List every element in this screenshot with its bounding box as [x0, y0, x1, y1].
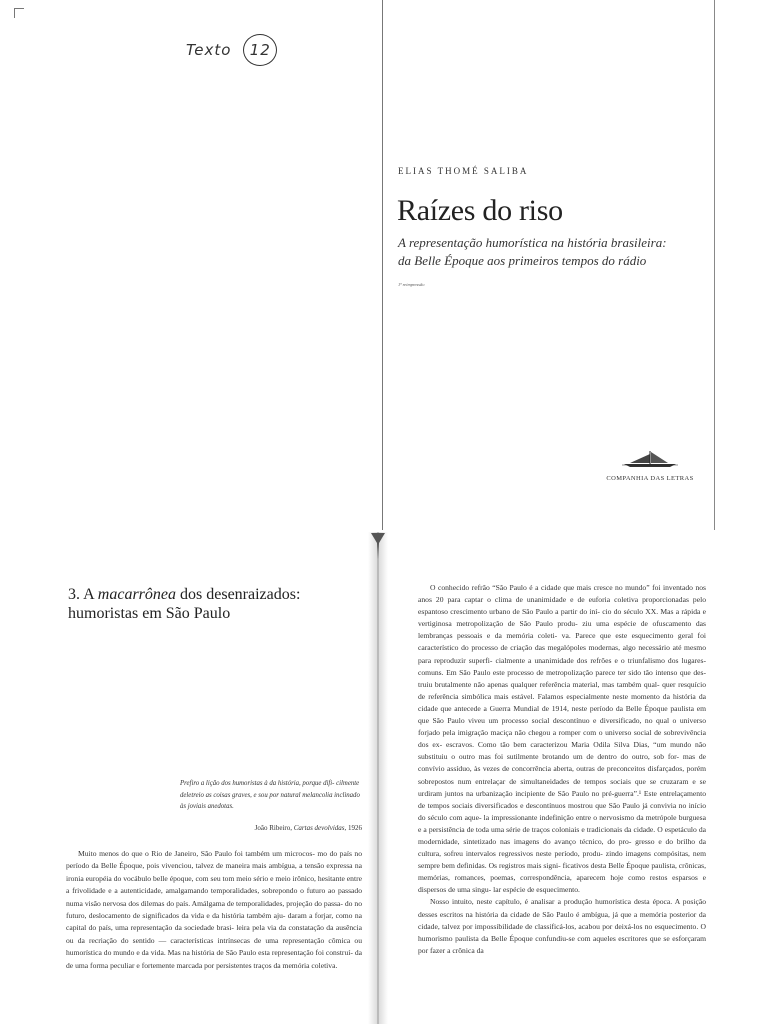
author-name: ELIAS THOMÉ SALIBA — [398, 166, 529, 176]
epigraph-source — [180, 824, 362, 832]
chapter-title — [68, 585, 348, 623]
chapter-title-pre: A — [83, 586, 94, 603]
right-body-paragraph-1: O conhecido refrão “São Paulo é a cidade que mais cresce no mundo” foi inventado nos anos 20 para captar o clima de unanimidade e de euforia coletiva proporcionadas pelo espantoso crescimento urbano de São Paulo a partir do iní- cio do século XX. Mas a rápida e vertiginosa metropolização de São Paulo produ- ziu uma espécie de ofuscamento das lembranças pessoais e da memória coleti- va. Parece que este esquecimento geral foi característico do processo de criação das megalópoles modernas, algo necessário até mesmo para reproduzir superfi- cialmente a unanimidade dos refrões e o triunfalismo dos lugares-comuns. Em São Paulo este processo de metropolização parece ter sido tão intenso que des- truiu brutalmente não apenas qualquer referência material, mas também qual- quer resquício de referência simbólica mais estável. Falamos especialmente neste momento da história da cidade que antecede a Guerra Mundial de 1914, neste período da Belle Époque paulista em que São Paulo viveu um processo social descontínuo e diversificado, no qual o universo forjado pela imigração maciça não chegou a romper com o universo social de sobrevivência dos ex- escravos. Como tão bem caracterizou Maria Odila Silva Dias, “um mundo não substituiu o outro mas foi sutilmente brotando um de dentro do outro, sob for- mas de convívio assíduo, às vezes de concorrência aberta, outras de preconceitos disfarçados, porém sobrepostos num entrelaçar de simultaneidades de tempos sociais que se cruzaram e se urdiram juntos na urbanização incipiente de São Paulo no pré-guerra”.¹ Este entrelaçamento de tempos sociais diversificados e descontínuos mostrou que São Paulo já convivia no início do século com aque- la impressionante indefinição entre o nervosismo da metrópole burguesa e a persistência de toda uma série de traços coloniais e tradicionais da cidade. O espetáculo da modernidade, sintetizado nas imagens do avanço técnico, do pro- gresso e do brilho da cultura, sofreu intervalos regressivos neste período, produ- zindo imagens compósitas, nem sempre bem definidas. Os registros mais signi- ficativos desta Belle Époque paulista, crônicas, memórias, romances, poemas, correspondência, aparecem hoje como restos esparsos e dispersos de uma singu- lar espécie de esquecimento. — [418, 583, 706, 895]
chapter-title-italic: macarrônea — [97, 586, 177, 603]
reprint-note: 1ª reimpressão — [398, 282, 425, 287]
book-title: Raízes do riso — [397, 194, 563, 227]
subtitle-line-2: da Belle Époque aos primeiros tempos do rádio — [398, 253, 647, 268]
handwritten-number: 12 — [243, 34, 277, 66]
handwritten-text: Texto — [186, 41, 232, 59]
right-body-paragraph-2: Nosso intuito, neste capítulo, é analisar a produção humorística desta época. A posição desses escritos na história da cidade de São Paulo é ambígua, já que a memória posterior da cidade, talvez por impossibilidade de classificá-los, acabou por deixá-los no esquecimento. O humorismo paulista da Belle Époque confundiu-se com aqueles escritores que se esforçaram por fazer a crônica da — [418, 897, 706, 955]
spine-clip-icon — [371, 533, 385, 559]
scan-edge-mark — [14, 8, 15, 18]
book-subtitle — [398, 234, 728, 270]
chapter-title-line-2: humoristas em São Paulo — [68, 605, 231, 622]
handwritten-note — [186, 34, 277, 66]
epigraph-text: Prefiro a lição dos humoristas à da história, porque difi- cilmente deletreio as coisas graves, e sou por natural melancolia inclinado às joviais anedotas. — [180, 780, 360, 810]
scan-edge-mark — [14, 8, 24, 9]
epigraph-author: João Ribeiro, — [254, 824, 292, 832]
chapter-number: 3. — [68, 586, 80, 603]
publisher-name: COMPANHIA DAS LETRAS — [606, 475, 694, 482]
chapter-title-line-1 — [68, 585, 348, 604]
epigraph-work: Cartas devolvidas, — [293, 824, 347, 832]
right-body-text — [418, 582, 706, 957]
ship-icon — [620, 450, 680, 468]
epigraph-year: 1926 — [348, 824, 362, 832]
book-spine — [368, 532, 388, 1024]
chapter-title-post: dos desenraizados: — [180, 586, 301, 603]
subtitle-line-1: A representação humorística na história brasileira: — [398, 235, 667, 250]
page-edge-line — [382, 0, 383, 530]
publisher-logo — [600, 450, 700, 482]
left-body-paragraph: Muito menos do que o Rio de Janeiro, São Paulo foi também um microcos- mo do país no período da Belle Époque, pois vivenciou, talvez de maneira mais ambígua, a tensão expressa na ironia européia do vocábulo belle époque, com seu tom meio sério e meio irônico, hesitante entre a frivolidade e a autenticidade, amalgamando temporalidades, sobrepondo o futuro ao passado numa visão nervosa dos dilemas do país. Amálgama de temporalidades, projeção do passa- do no futuro, deslocamento de significados da vida e da história também aju- daram a forjar, como na capital do país, uma representação da sociedade brasi- leira pela via da constatação da ausência ou da recriação do sentido — características intrínsecas de uma representação cômica ou humorística do mundo e da vida. Mas na história de São Paulo esta representação foi construí- da de uma forma peculiar e fortemente marcada por persistentes traços da memória coletiva. — [66, 849, 362, 970]
